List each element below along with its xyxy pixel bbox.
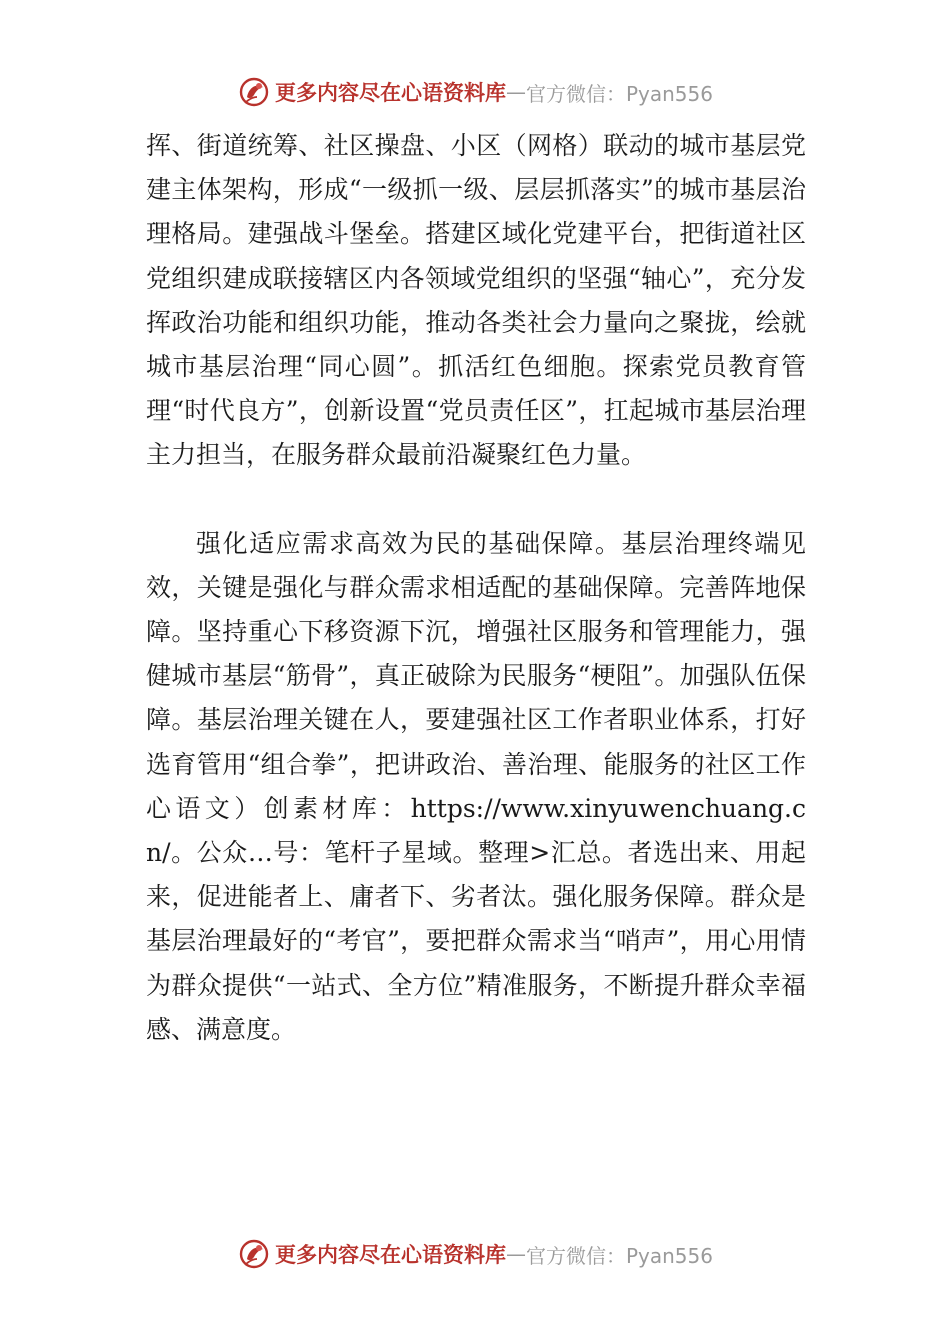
paragraph-1: 挥、街道统筹、社区操盘、小区（网格）联动的城市基层党建主体架构，形成“一级抓一级、层层抓落实”的城市基层治理格局。建强战斗堡垒。搭建区域化党建平台，把街道社区党组织建成联接辖区内各领域党组织的坚强“轴心”，充分发挥政治功能和组织功能，推动各类社会力量向之聚拢，绘就城市基层治理“同心圆”。抓活红色细胞。探索党员教育管理“时代良方”，创新设置“党员责任区”，扛起城市基层治理主力担当，在服务群众最前沿凝聚红色力量。 — [146, 131, 806, 470]
rose-logo-icon — [237, 75, 271, 109]
header-brand: 更多内容尽在心语资料库 — [274, 80, 506, 105]
header-banner — [0, 70, 950, 114]
rose-logo-icon — [237, 1237, 271, 1271]
document-body — [146, 124, 806, 1052]
footer-separator: — — [505, 1242, 526, 1266]
footer-banner — [0, 1232, 950, 1276]
header-contact: 官方微信：Pyan556 — [525, 81, 713, 106]
footer-brand: 更多内容尽在心语资料库 — [274, 1242, 506, 1267]
footer-contact: 官方微信：Pyan556 — [525, 1243, 713, 1268]
header-separator: — — [505, 80, 526, 104]
paragraph-2: 强化适应需求高效为民的基础保障。基层治理终端见效，关键是强化与群众需求相适配的基础保障。完善阵地保障。坚持重心下移资源下沉，增强社区服务和管理能力，强健城市基层“筋骨”，真正破除为民服务“梗阻”。加强队伍保障。基层治理关键在人，要建强社区工作者职业体系，打好选育管用“组合拳”，把讲政治、善治理、能服务的社区工作心语文）创素材库：https://www.xinyuwenchuang.cn/。公众…号：笔杆子星域。整理>汇总。者选出来、用起来，促进能者上、庸者下、劣者汰。强化服务保障。群众是基层治理最好的“考官”，要把群众需求当“哨声”，用心用情为群众提供“一站式、全方位”精准服务，不断提升群众幸福感、满意度。 — [146, 528, 806, 1044]
